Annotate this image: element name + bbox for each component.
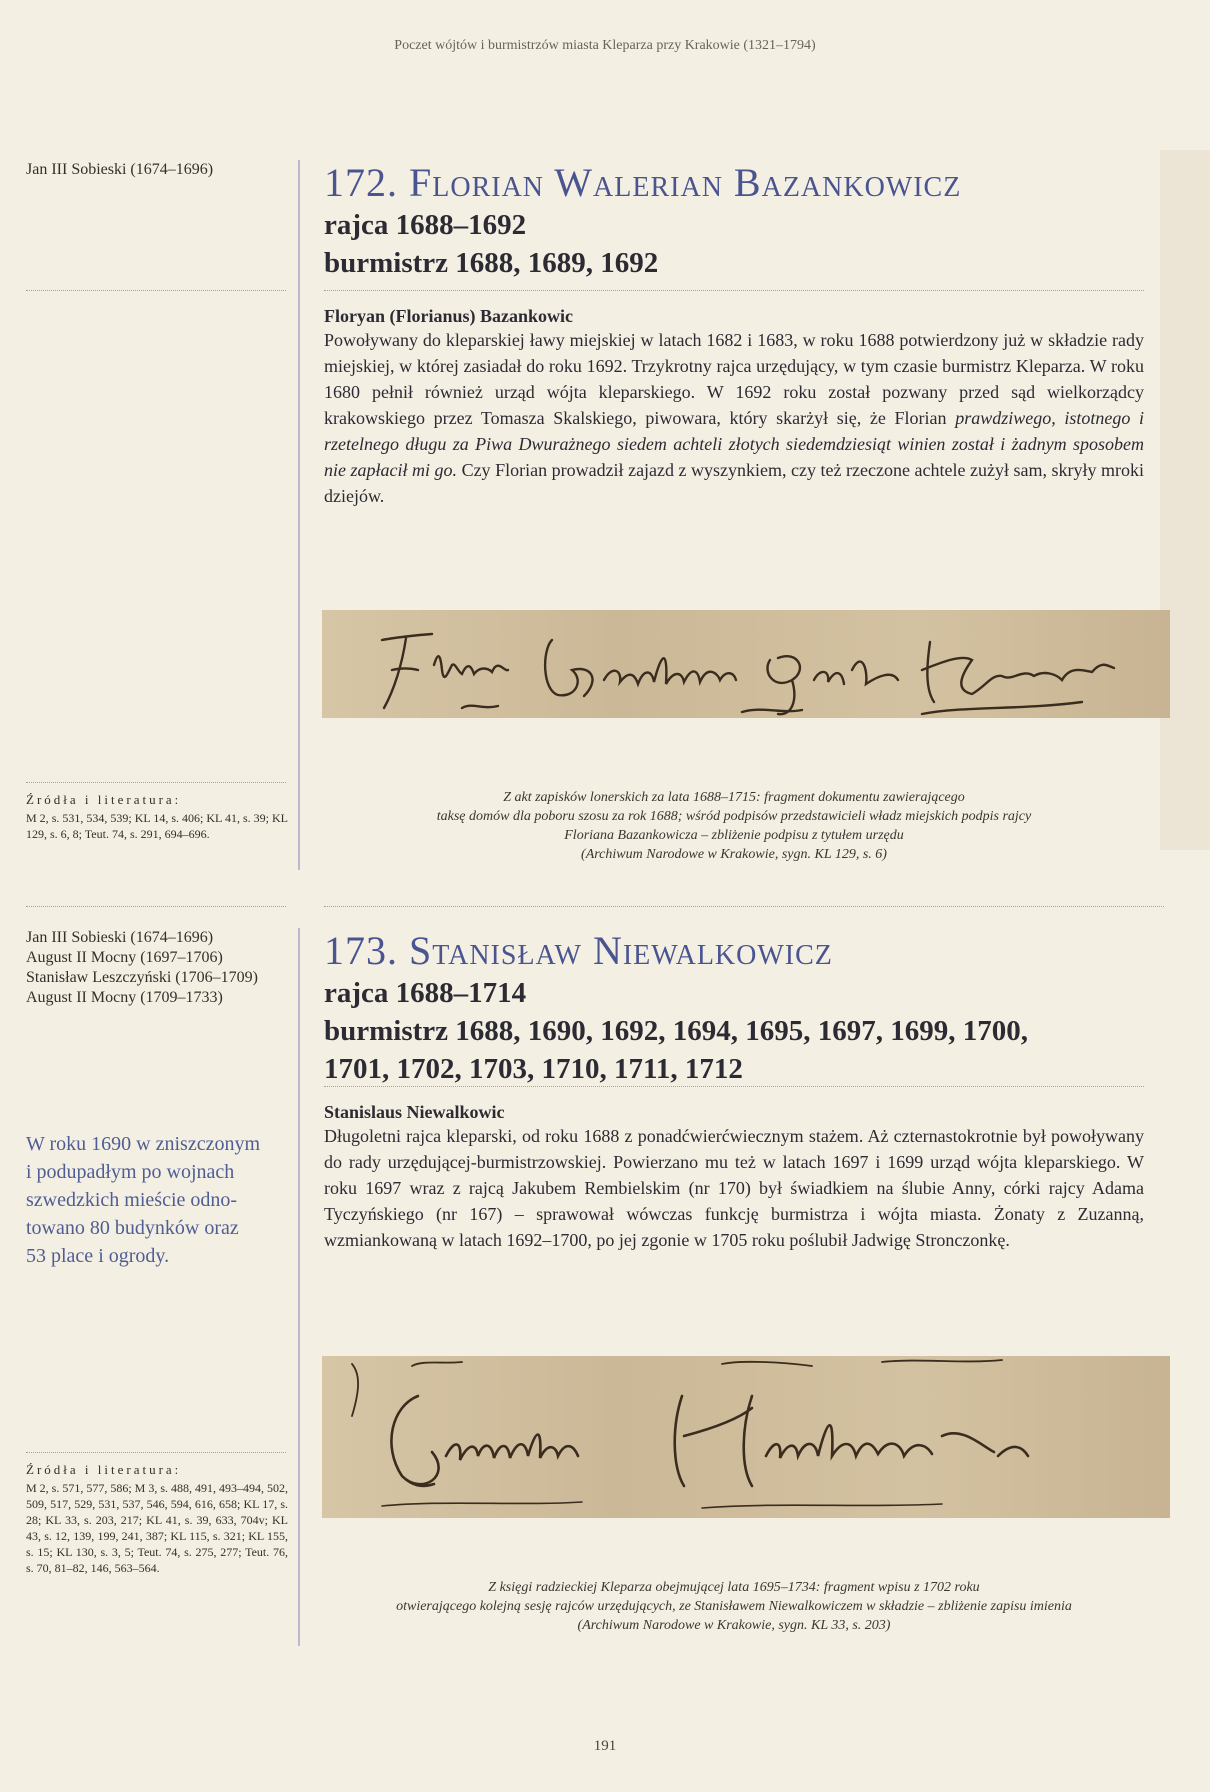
sources-block [26,1460,288,1576]
caption-line: (Archiwum Narodowe w Krakowie, sygn. KL 129, s. 6) [581,847,887,862]
sources-heading: Źródła i literatura: [26,1462,182,1477]
latin-name: Stanislaus Niewalkowic [324,1102,505,1122]
image-caption [324,788,1144,864]
biography-text: Długoletni rajca kleparski, od roku 1688 z ponadćwierćwiecznym stażem. Aż czternastokrotnie był powoływany do rady urzędującej-burmistrzowskiej. Powierzano mu też w latach 1697 i 1699 urząd wójta kleparskiego. W roku 1697 wraz z rajcą Jakubem Rembielskim (nr 170) był świadkiem na ślubie Anny, córki rajcy Adama Tyczyńskiego (nr 167) – sprawował wówczas funkcję burmistrza i wójta miasta. Żonaty z Zuzanną, wzmiankowaną w latach 1692–1700, po jej zgonie w 1705 roku poślubił Jadwigę Stronczonkę. [324,1126,1144,1250]
entry-title: 172. Florian Walerian Bazankowicz [324,160,962,205]
divider [26,782,286,783]
sidenote-line: i podupadłym po wojnach [26,1161,235,1183]
caption-line: Floriana Bazankowicza – zbliżenie podpisu z tytułem urzędu [564,828,904,843]
reign-item: Jan III Sobieski (1674–1696) [26,161,214,178]
sidenote-line: 53 place i ogrody. [26,1245,170,1267]
sources-heading: Źródła i literatura: [26,792,182,807]
entry-office-burmistrz: burmistrz 1688, 1689, 1692 [324,247,659,279]
sources-text: M 2, s. 571, 577, 586; M 3, s. 488, 491, 493–494, 502, 509, 517, 529, 531, 537, 546, 594, 616, 658; KL 17, s. 28; KL 33, s. 203, 217; KL 41, s. 39, 633, 704v; KL 43, s. 12, 139, 199, 241, 387; KL 115, s. 321; KL 155, s. 15; KL 130, s. 3, 5; Teut. 74, s. 275, 277; Teut. 76, s. 70, 81–82, 146, 563–564. [26,1481,289,1575]
biography-part: Powoływany do kleparskiej ławy miejskiej w latach 1682 i 1683, w roku 1688 potwierdzony już w składzie rady miejskiej, w której zasiadał do roku 1692. Trzykrotny rajca urzędujący, w tym czasie burmistrz Kleparza. W roku 1680 pełnił również urząd wójta kleparskiego. W 1692 roku został pozwany przed sąd wielkorządcy krakowskiego przez Tomasza Skalskiego, piwowara, który skarżył się, że Florian [324,330,1144,428]
sidenote [26,1130,288,1270]
signature-image [322,610,1170,718]
sidenote-line: W roku 1690 w zniszczonym [26,1133,261,1155]
entry-office-rajca: rajca 1688–1692 [324,209,527,241]
divider [324,906,1164,907]
handwriting-image [322,1356,1170,1518]
reign-item: August II Mocny (1709–1733) [26,989,223,1006]
sources-block [26,790,288,842]
divider [26,290,286,291]
caption-line: otwierającego kolejną sesję rajców urzędujących, ze Stanisławem Niewalkowiczem w składzie – zbliżenie zapisu imienia [396,1599,1072,1614]
image-caption [324,1578,1144,1635]
column-rule [298,928,300,1646]
divider [324,1086,1144,1087]
biography-part: Czy Florian prowadził zajazd z wyszynkiem, czy też rzeczone achtele zużył sam, skryły mroki dziejów. [324,460,1144,506]
entry-title: 173. Stanisław Niewalkowicz [324,928,833,973]
caption-line: Z księgi radzieckiej Kleparza obejmującej lata 1695–1734: fragment wpisu z 1702 roku [488,1580,980,1595]
entry-office-rajca: rajca 1688–1714 [324,977,527,1009]
column-rule [298,160,300,870]
quotation: prawdziwego, istotnego i rzetelnego długu za Piwa Dwurażnego siedem achteli złotych siedemdziesiąt winien został i żadnym sposobem nie zapłacił mi go. [324,408,1144,480]
entry-office-burmistrz-cont: 1701, 1702, 1703, 1710, 1711, 1712 [324,1053,743,1085]
entry-172 [324,160,1144,282]
reign-list [26,928,288,1008]
entry-173 [324,928,1144,1088]
handwriting-image [322,1356,1170,1518]
sidenote-line: szwedzkich mieście odno- [26,1189,238,1211]
caption-line: taksę domów dla poboru szosu za rok 1688; wśród podpisów przedstawicieli władz miejskich podpis rajcy [436,809,1032,824]
reign-item: Stanisław Leszczyński (1706–1709) [26,969,258,986]
reign-list [26,160,288,180]
divider [26,1452,286,1453]
bleed-through [1160,150,1210,850]
divider [26,906,286,907]
sidenote-line: towano 80 budynków oraz [26,1217,239,1239]
running-head: Poczet wójtów i burmistrzów miasta Kleparza przy Krakowie (1321–1794) [394,38,816,53]
caption-line: (Archiwum Narodowe w Krakowie, sygn. KL 33, s. 203) [577,1618,891,1633]
reign-item: August II Mocny (1697–1706) [26,949,223,966]
reign-item: Jan III Sobieski (1674–1696) [26,929,214,946]
latin-name: Floryan (Florianus) Bazankowic [324,306,574,326]
biography-text [324,327,1144,509]
entry-172-body [324,306,1144,509]
divider [324,290,1144,291]
sources-text: M 2, s. 531, 534, 539; KL 14, s. 406; KL 41, s. 39; KL 129, s. 6, 8; Teut. 74, s. 291, 694–696. [26,811,288,841]
caption-line: Z akt zapisków lonerskich za lata 1688–1715: fragment dokumentu zawierającego [503,790,965,805]
entry-173-body [324,1102,1144,1253]
page-number: 191 [593,1738,617,1754]
entry-office-burmistrz: burmistrz 1688, 1690, 1692, 1694, 1695, 1697, 1699, 1700, [324,1015,1029,1047]
handwriting-image [322,610,1170,718]
